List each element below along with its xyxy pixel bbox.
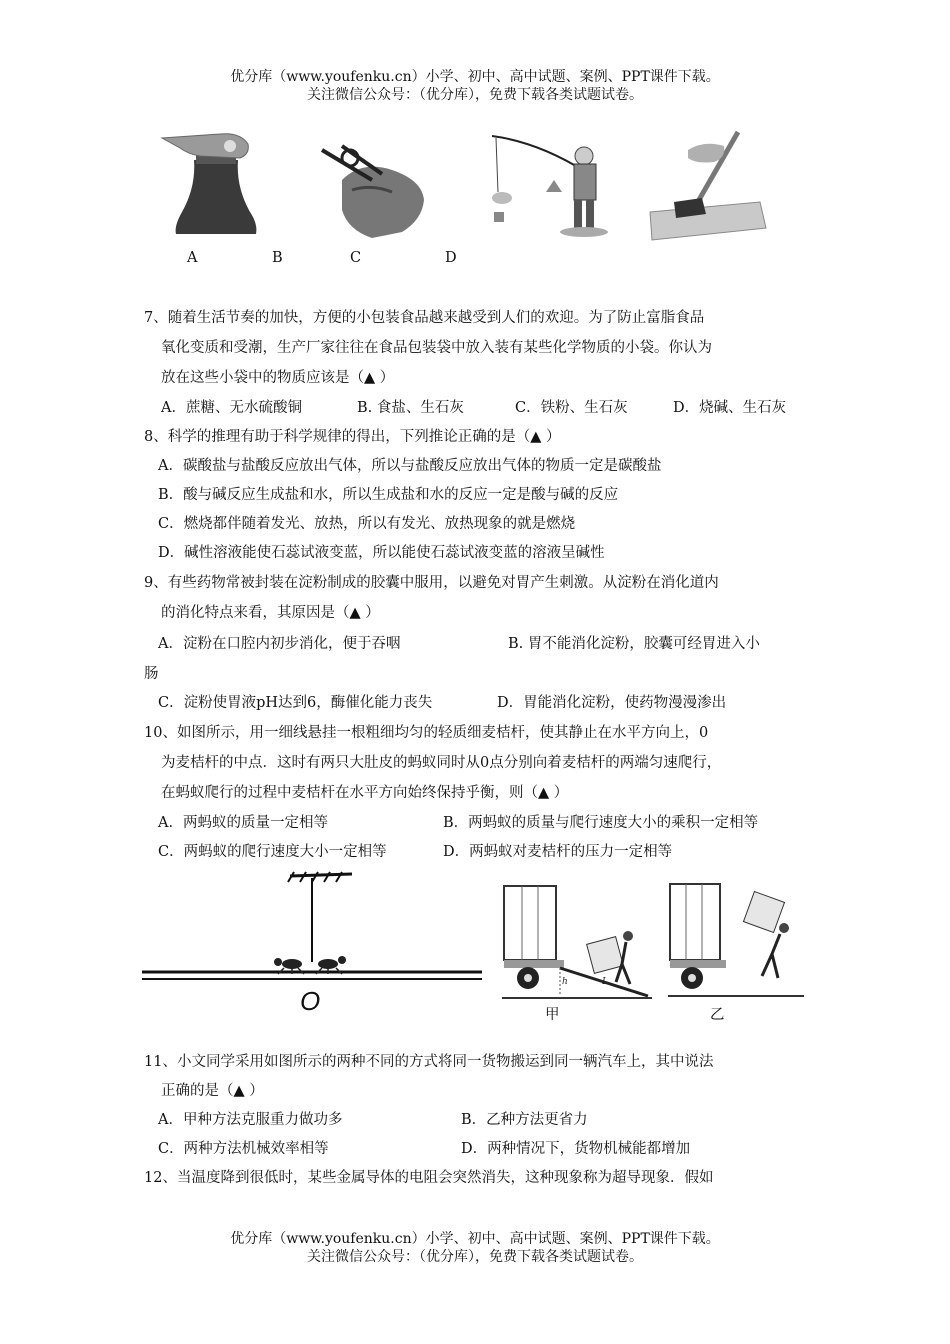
footer-line-1: 优分库（www.youfenku.cn）小学、初中、高中试题、案例、PPT课件下载。 xyxy=(230,1231,720,1247)
figure-label-a: A xyxy=(187,250,198,266)
q7-stem-line-1: 7、随着生活节奏的加快，方便的小包装食品越来越受到人们的欢迎。为了防止富脂食品 xyxy=(144,310,705,326)
q10-stem-line-3: 在蚂蚁爬行的过程中麦桔杆在水平方向始终保持乎衡，则（▲ ） xyxy=(161,785,569,801)
q10-option-b: B．两蚂蚁的质量与爬行速度大小的乘积一定相等 xyxy=(443,815,759,831)
figure-straw-lever xyxy=(142,868,492,1028)
q10-option-a: A．两蚂蚁的质量一定相等 xyxy=(158,815,328,831)
q12-stem-line-1: 12、当温度降到很低时，某些金属导体的电阻会突然消失，这种现象称为超导现象．假如 xyxy=(144,1170,714,1186)
q11-option-a: A．甲种方法克服重力做功多 xyxy=(158,1112,343,1128)
q11-option-b: B．乙种方法更省力 xyxy=(461,1112,588,1128)
q7-stem-line-2: 氧化变质和受潮，生产厂家往往在食品包装袋中放入装有某些化学物质的小袋。你认为 xyxy=(161,340,712,356)
q8-option-b: B．酸与碱反应生成盐和水，所以生成盐和水的反应一定是酸与碱的反应 xyxy=(158,487,619,503)
q7-option-d: D．烧碱、生石灰 xyxy=(673,400,787,416)
footer-line-2: 关注微信公众号：（优分库），免费下载各类试题试卷。 xyxy=(307,1249,643,1265)
header-line-2: 关注微信公众号：（优分库），免费下载各类试题试卷。 xyxy=(307,87,643,103)
q9-stem-line-2: 的消化特点来看，其原因是（▲ ） xyxy=(161,605,380,621)
q7-option-b: B. 食盐、生石灰 xyxy=(357,400,464,416)
page-footer xyxy=(0,1230,950,1266)
q9-option-b: B. 胃不能消化淀粉，胶囊可经胃进入小 xyxy=(508,636,760,652)
q9-stem-line-1: 9、有些药物常被封装在淀粉制成的胶囊中服用，以避免对胃产生刺激。从淀粉在消化道内 xyxy=(144,575,719,591)
q9-option-a: A．淀粉在口腔内初步消化，便于吞咽 xyxy=(158,636,401,652)
q9-option-d: D．胃能消化淀粉，使药物漫漫渗出 xyxy=(497,695,727,711)
figure-label-b: B xyxy=(272,250,283,266)
ramp-height-label: h xyxy=(562,977,568,987)
q9-option-c: C．淀粉使胃液pH达到6，酶催化能力丧失 xyxy=(158,695,433,711)
figure-a-bottle-opener xyxy=(160,132,272,234)
q11-option-c: C．两种方法机械效率相等 xyxy=(158,1141,329,1157)
figure-label-c: C xyxy=(350,250,362,266)
figure-b-nutcracker xyxy=(312,140,430,240)
figure-c-fishing xyxy=(488,132,622,238)
pivot-o-label: O xyxy=(300,986,321,1016)
figure-label-yi: 乙 xyxy=(710,1007,725,1023)
q7-stem-line-3: 放在这些小袋中的物质应该是（▲ ） xyxy=(161,370,395,386)
figure-label-d: D xyxy=(445,250,457,266)
q8-option-a: A．碳酸盐与盐酸反应放出气体，所以与盐酸反应放出气体的物质一定是碳酸盐 xyxy=(158,458,662,474)
q10-option-d: D．两蚂蚁对麦桔杆的压力一定相等 xyxy=(443,844,673,860)
q11-option-d: D．两种情况下，货物机械能都增加 xyxy=(461,1141,691,1157)
header-line-1: 优分库（www.youfenku.cn）小学、初中、高中试题、案例、PPT课件下载。 xyxy=(230,69,720,85)
q10-stem-line-2: 为麦桔杆的中点．这时有两只大肚皮的蚂蚁同时从0点分别向着麦桔杆的两端匀速爬行， xyxy=(161,755,722,771)
q7-option-c: C．铁粉、生石灰 xyxy=(515,400,628,416)
figure-truck-ramp-jia xyxy=(502,884,652,1000)
q11-stem-line-2: 正确的是（▲ ） xyxy=(161,1083,264,1099)
q9-option-b-continued: 肠 xyxy=(144,666,159,682)
page-header xyxy=(0,68,950,104)
q8-option-c: C．燃烧都伴随着发光、放热，所以有发光、放热现象的就是燃烧 xyxy=(158,516,576,532)
q11-stem-line-1: 11、小文同学采用如图所示的两种不同的方式将同一货物搬运到同一辆汽车上，其中说法 xyxy=(144,1054,714,1070)
figure-d-lever xyxy=(644,128,770,242)
figure-label-jia: 甲 xyxy=(545,1007,560,1023)
q10-stem-line-1: 10、如图所示，用一细线悬挂一根粗细均匀的轻质细麦桔杆，使其静止在水平方向上，0 xyxy=(144,725,709,741)
q8-stem: 8、科学的推理有助于科学规律的得出，下列推论正确的是（▲ ） xyxy=(144,429,561,445)
q7-option-a: A．蔗糖、无水硫酸铜 xyxy=(161,400,302,416)
figure-truck-lift-yi xyxy=(668,882,806,1000)
ramp-length-label: L xyxy=(602,977,608,987)
q8-option-d: D．碱性溶液能使石蕊试液变蓝，所以能使石蕊试液变蓝的溶液呈碱性 xyxy=(158,545,605,561)
q10-option-c: C．两蚂蚁的爬行速度大小一定相等 xyxy=(158,844,387,860)
